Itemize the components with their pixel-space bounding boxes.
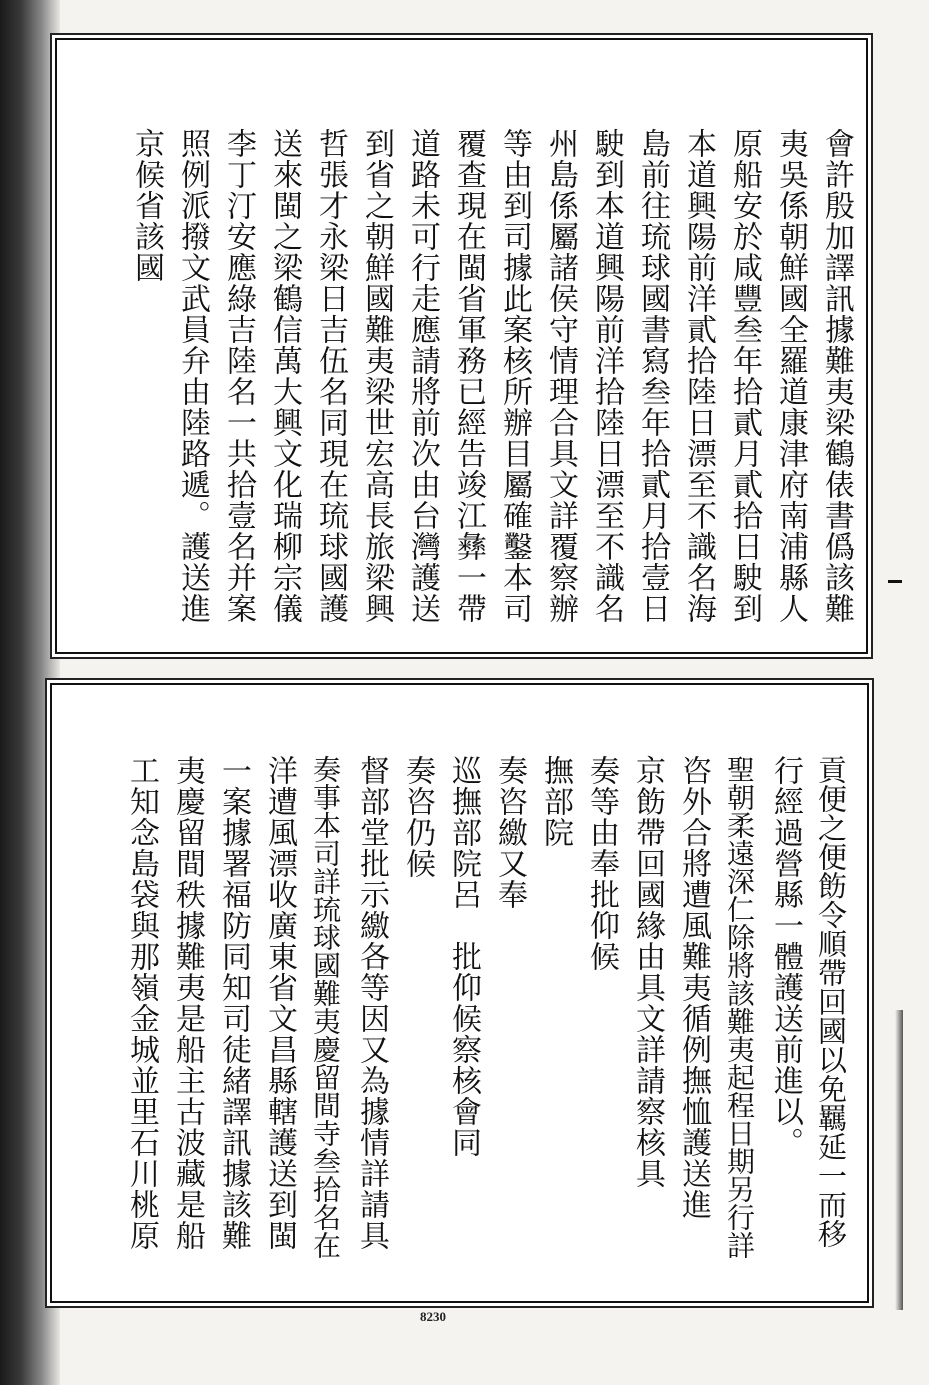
text-column: 京飭帶回國緣由具文詳請察核具 bbox=[630, 755, 665, 1189]
text-column: 貢便之便飭令順帶回國以免羈延一而移 bbox=[814, 755, 848, 1248]
text-column: 咨外合將遭風難夷循例撫恤護送進 bbox=[676, 755, 711, 1220]
text-column: 奏咨仍候 bbox=[400, 755, 435, 879]
text-column: 哲張才永梁日吉伍名同現在琉球國護 bbox=[313, 128, 348, 624]
text-column: 夷慶留間秩據難夷是船主古波藏是船 bbox=[170, 755, 205, 1251]
text-column: 行經過營縣一體護送前進以。 bbox=[768, 755, 803, 1158]
text-column: 島前往琉球國書寫叁年拾貳月拾壹日 bbox=[635, 128, 670, 624]
text-column: 照例派撥文武員弁由陸路遞。護送進 bbox=[175, 128, 210, 624]
text-column: 李丁汀安應綠吉陸名一共拾壹名并案 bbox=[221, 128, 256, 624]
text-column: 道路未可行走應請將前次由台灣護送 bbox=[405, 128, 440, 624]
text-column: 夷吳係朝鮮國全羅道康津府南浦縣人 bbox=[773, 128, 808, 624]
text-column: 聖朝柔遠深仁除將該難夷起程日期另行詳 bbox=[723, 755, 756, 1259]
margin-mark bbox=[888, 580, 902, 583]
manuscript-panel-bottom bbox=[50, 683, 869, 1303]
text-column: 原船安於咸豐叁年拾貳月貳拾日駛到 bbox=[727, 128, 762, 624]
text-column: 巡撫部院呂 批仰候察核會同 bbox=[446, 755, 481, 1158]
text-column: 覆查現在閩省軍務已經告竣江彝一帶 bbox=[451, 128, 486, 624]
text-column: 撫部院 bbox=[538, 755, 573, 848]
page-number: 8230 bbox=[420, 1309, 446, 1324]
text-column: 奏等由奉批仰候 bbox=[584, 755, 619, 972]
text-column: 工知念島袋與那嶺金城並里石川桃原 bbox=[124, 755, 159, 1251]
text-column: 督部堂批示繳各等因又為據情詳請具 bbox=[354, 755, 389, 1251]
text-column: 奏咨繳又奉 bbox=[492, 755, 527, 910]
text-column: 駛到本道興陽前洋拾陸日漂至不識名 bbox=[589, 128, 624, 624]
text-column: 本道興陽前洋貳拾陸日漂至不識名海 bbox=[681, 128, 716, 624]
text-column: 奏事本司詳琉球國難夷慶留間寺叁拾名在 bbox=[309, 755, 342, 1259]
text-column: 京候省該國 bbox=[129, 128, 164, 283]
text-column: 一案據署福防同知司徒緒譯訊據該難 bbox=[216, 755, 251, 1251]
text-column: 送來閩之梁鶴信萬大興文化瑞柳宗儀 bbox=[267, 128, 302, 624]
text-column: 洋遭風漂收廣東省文昌縣轄護送到閩 bbox=[262, 755, 297, 1251]
text-column: 到省之朝鮮國難夷梁世宏高長旅梁興 bbox=[359, 128, 394, 624]
text-column: 等由到司據此案核所辦目屬確鑿本司 bbox=[497, 128, 532, 624]
manuscript-panel-top bbox=[55, 38, 868, 654]
text-column: 會許殷加譯訊據難夷梁鶴俵書僞該難 bbox=[819, 128, 854, 624]
page-edge-shadow bbox=[895, 1010, 903, 1310]
text-column: 州島係屬諸侯守情理合具文詳覆察辦 bbox=[543, 128, 578, 624]
